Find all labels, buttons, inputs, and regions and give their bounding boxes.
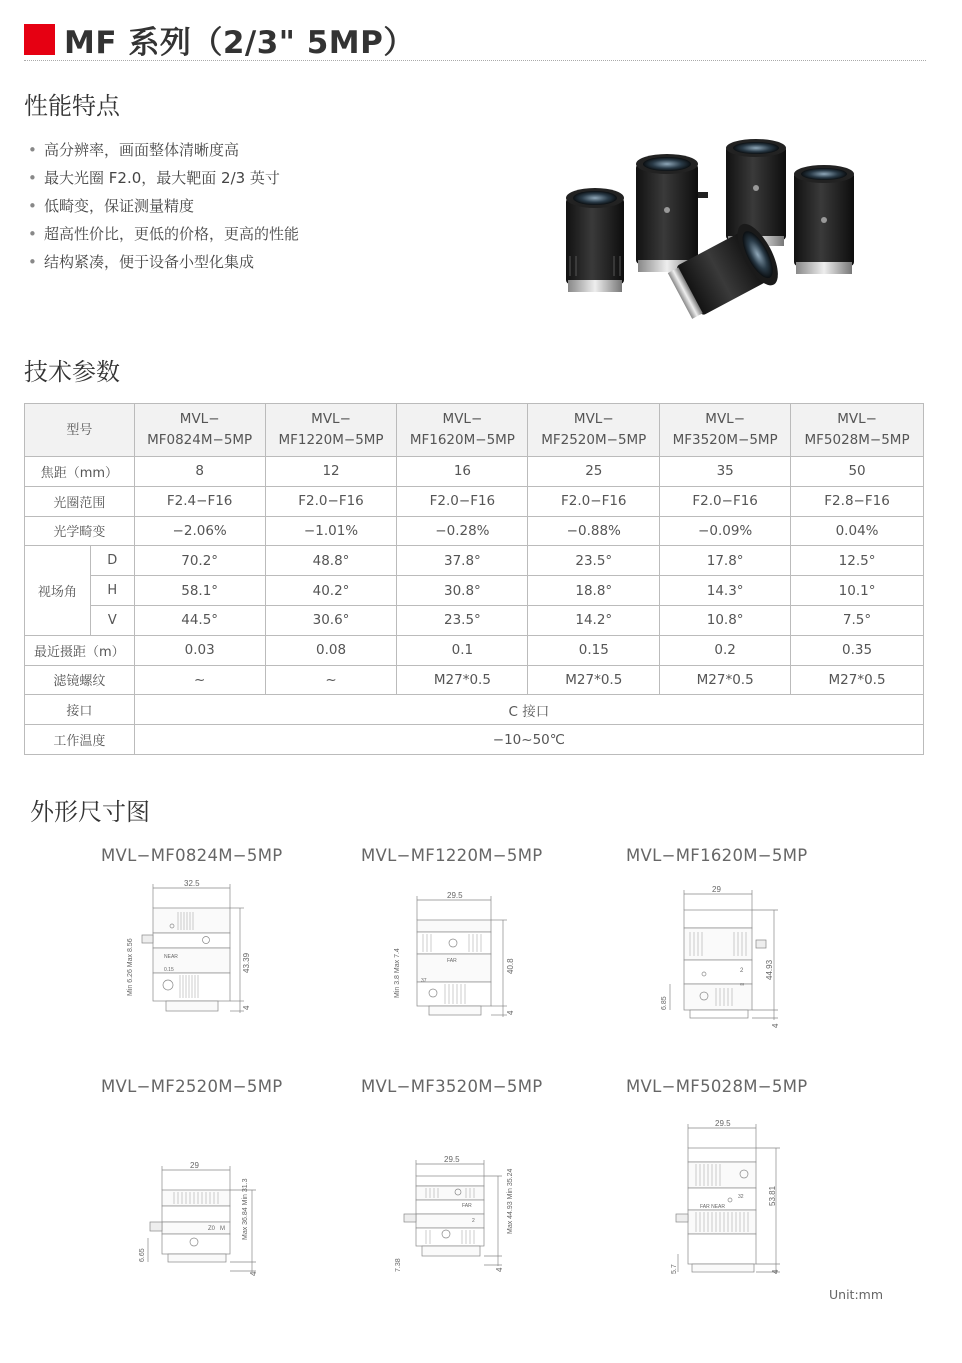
svg-text:Max 36.84 Min 31.3: Max 36.84 Min 31.3 xyxy=(242,1178,249,1240)
unit-label: Unit:mm xyxy=(829,1287,884,1302)
table-cell: 30.8° xyxy=(397,576,528,606)
model-header: MVL− MF1620M−5MP xyxy=(397,404,528,457)
table-cell: 10.8° xyxy=(660,605,791,635)
table-cell: 10.1° xyxy=(791,576,924,606)
svg-text:43.39: 43.39 xyxy=(242,952,251,973)
drawing-title: MVL−MF3520M−5MP xyxy=(361,1077,543,1096)
svg-text:40.8: 40.8 xyxy=(506,958,515,974)
table-cell: 0.15 xyxy=(528,635,660,665)
table-row xyxy=(25,404,924,457)
svg-text:0.15: 0.15 xyxy=(164,967,174,973)
svg-text:Min 6.26 Max 8.56: Min 6.26 Max 8.56 xyxy=(127,938,134,996)
model-header: MVL− MF2520M−5MP xyxy=(528,404,660,457)
table-cell: M27*0.5 xyxy=(397,665,528,695)
feature-list xyxy=(28,136,299,276)
table-cell: 18.8° xyxy=(528,576,660,606)
drawing-title: MVL−MF0824M−5MP xyxy=(101,846,283,865)
drawing-title: MVL−MF1220M−5MP xyxy=(361,846,543,865)
svg-text:2: 2 xyxy=(472,1218,475,1224)
table-cell: 17.8° xyxy=(660,546,791,576)
model-header: MVL− MF1220M−5MP xyxy=(265,404,397,457)
table-cell: F2.0−F16 xyxy=(528,486,660,516)
lens-1 xyxy=(566,188,624,292)
specs-heading: 技术参数 xyxy=(24,358,120,386)
drawing-title: MVL−MF1620M−5MP xyxy=(626,846,808,865)
svg-text:32: 32 xyxy=(738,1194,744,1200)
table-cell: 12 xyxy=(265,457,397,487)
table-cell: 接口 xyxy=(25,695,135,725)
svg-text:53.81: 53.81 xyxy=(768,1185,777,1206)
dimension-drawing-3 xyxy=(652,884,792,1034)
table-cell: −2.06% xyxy=(134,516,265,546)
table-cell: 7.5° xyxy=(791,605,924,635)
drawing-title: MVL−MF5028M−5MP xyxy=(626,1077,808,1096)
table-row xyxy=(25,635,924,665)
table-row xyxy=(25,546,924,576)
table-cell: ~ xyxy=(134,665,265,695)
table-cell: 25 xyxy=(528,457,660,487)
table-row xyxy=(25,725,924,755)
svg-text:4: 4 xyxy=(249,1271,258,1276)
list-item: • 高分辨率，画面整体清晰度高 xyxy=(28,136,299,164)
table-cell: 8 xyxy=(134,457,265,487)
svg-text:4: 4 xyxy=(771,1269,780,1274)
svg-text:Min 3.8 Max 7.4: Min 3.8 Max 7.4 xyxy=(394,948,401,998)
table-cell: 23.5° xyxy=(528,546,660,576)
table-row xyxy=(25,665,924,695)
svg-text:∞: ∞ xyxy=(740,982,745,988)
svg-text:5.7: 5.7 xyxy=(671,1264,678,1274)
table-cell: −10~50℃ xyxy=(134,725,923,755)
table-cell: 16 xyxy=(397,457,528,487)
spec-table xyxy=(24,403,924,755)
table-row xyxy=(25,516,924,546)
svg-text:37: 37 xyxy=(421,978,427,984)
bullet-icon: • xyxy=(28,225,37,243)
dimension-drawing-4 xyxy=(130,1158,270,1278)
list-item: • 超高性价比，更低的价格，更高的性能 xyxy=(28,220,299,248)
svg-text:29: 29 xyxy=(190,1161,199,1170)
table-cell: −0.09% xyxy=(660,516,791,546)
table-cell: 0.03 xyxy=(134,635,265,665)
svg-text:NEAR: NEAR xyxy=(164,954,178,960)
title-divider xyxy=(24,60,926,61)
svg-text:4: 4 xyxy=(495,1267,504,1272)
lens-product-photo xyxy=(556,136,866,326)
table-cell: 12.5° xyxy=(791,546,924,576)
page-title: MF 系列（2/3" 5MP） xyxy=(64,24,415,61)
table-cell: −0.28% xyxy=(397,516,528,546)
svg-text:29.5: 29.5 xyxy=(447,891,463,900)
bullet-icon: • xyxy=(28,253,37,271)
model-header: MVL− MF3520M−5MP xyxy=(660,404,791,457)
svg-text:29: 29 xyxy=(712,885,721,894)
table-cell: 30.6° xyxy=(265,605,397,635)
table-row xyxy=(25,605,924,635)
model-label: 型号 xyxy=(25,404,135,457)
model-header: MVL− MF0824M−5MP xyxy=(134,404,265,457)
table-cell: 光圈范围 xyxy=(25,486,135,516)
table-cell: 视场角 xyxy=(25,546,91,635)
dimension-drawing-6 xyxy=(658,1114,798,1279)
svg-text:29.5: 29.5 xyxy=(715,1119,731,1128)
svg-text:2: 2 xyxy=(740,968,744,974)
table-cell: F2.4−F16 xyxy=(134,486,265,516)
table-cell: 44.5° xyxy=(134,605,265,635)
dimensions-heading: 外形尺寸图 xyxy=(30,798,150,826)
table-cell: 58.1° xyxy=(134,576,265,606)
table-cell: 35 xyxy=(660,457,791,487)
table-cell: 工作温度 xyxy=(25,725,135,755)
model-header: MVL− MF5028M−5MP xyxy=(791,404,924,457)
list-item: • 结构紧凑，便于设备小型化集成 xyxy=(28,248,299,276)
list-item: • 低畸变，保证测量精度 xyxy=(28,192,299,220)
table-cell: V xyxy=(90,605,134,635)
table-cell: 0.2 xyxy=(660,635,791,665)
svg-text:FAR NEAR: FAR NEAR xyxy=(700,1204,726,1210)
table-cell: 光学畸变 xyxy=(25,516,135,546)
lens-4 xyxy=(794,165,854,274)
dimension-drawing-2 xyxy=(385,890,525,1035)
table-cell: 48.8° xyxy=(265,546,397,576)
bullet-icon: • xyxy=(28,169,37,187)
svg-text:44.93: 44.93 xyxy=(765,959,774,980)
svg-text:Z0: Z0 xyxy=(208,1226,216,1232)
svg-text:7.38: 7.38 xyxy=(395,1258,402,1272)
table-cell: 焦距（mm） xyxy=(25,457,135,487)
table-cell: 70.2° xyxy=(134,546,265,576)
table-cell: F2.0−F16 xyxy=(660,486,791,516)
table-cell: 0.35 xyxy=(791,635,924,665)
dimension-drawing-1 xyxy=(118,878,268,1038)
svg-text:M: M xyxy=(220,1226,225,1232)
table-cell: −0.88% xyxy=(528,516,660,546)
svg-text:6.65: 6.65 xyxy=(139,1248,146,1262)
table-cell: 最近摄距（m） xyxy=(25,635,135,665)
bullet-icon: • xyxy=(28,197,37,215)
table-cell: F2.0−F16 xyxy=(397,486,528,516)
svg-text:6.85: 6.85 xyxy=(661,996,668,1010)
table-cell: M27*0.5 xyxy=(791,665,924,695)
table-cell: 37.8° xyxy=(397,546,528,576)
table-cell: 40.2° xyxy=(265,576,397,606)
lens-2 xyxy=(636,154,708,272)
table-cell: D xyxy=(90,546,134,576)
list-item: • 最大光圈 F2.0，最大靶面 2/3 英寸 xyxy=(28,164,299,192)
table-cell: 0.04% xyxy=(791,516,924,546)
table-cell: 0.08 xyxy=(265,635,397,665)
table-cell: F2.8−F16 xyxy=(791,486,924,516)
table-cell: 14.3° xyxy=(660,576,791,606)
table-cell: −1.01% xyxy=(265,516,397,546)
table-cell: M27*0.5 xyxy=(660,665,791,695)
page-header xyxy=(24,20,415,61)
table-cell: 滤镜螺纹 xyxy=(25,665,135,695)
svg-text:Max 44.93 Min 35.24: Max 44.93 Min 35.24 xyxy=(507,1168,514,1234)
svg-text:4: 4 xyxy=(242,1005,251,1010)
svg-text:FAR: FAR xyxy=(447,958,457,964)
table-cell: 14.2° xyxy=(528,605,660,635)
table-row xyxy=(25,695,924,725)
svg-text:4: 4 xyxy=(506,1010,515,1015)
dimension-drawing-5 xyxy=(386,1150,526,1275)
features-heading: 性能特点 xyxy=(24,92,120,120)
table-cell: 50 xyxy=(791,457,924,487)
table-cell: F2.0−F16 xyxy=(265,486,397,516)
svg-text:32.5: 32.5 xyxy=(184,879,200,888)
svg-text:4: 4 xyxy=(771,1023,780,1028)
table-cell: M27*0.5 xyxy=(528,665,660,695)
bullet-icon: • xyxy=(28,141,37,159)
table-cell: ~ xyxy=(265,665,397,695)
svg-text:FAR: FAR xyxy=(462,1203,472,1209)
table-cell: 23.5° xyxy=(397,605,528,635)
table-cell: H xyxy=(90,576,134,606)
red-square-icon xyxy=(24,24,55,55)
drawing-title: MVL−MF2520M−5MP xyxy=(101,1077,283,1096)
table-row xyxy=(25,486,924,516)
table-cell: C 接口 xyxy=(134,695,923,725)
svg-text:29.5: 29.5 xyxy=(444,1155,460,1164)
table-cell: 0.1 xyxy=(397,635,528,665)
table-row xyxy=(25,457,924,487)
table-row xyxy=(25,576,924,606)
